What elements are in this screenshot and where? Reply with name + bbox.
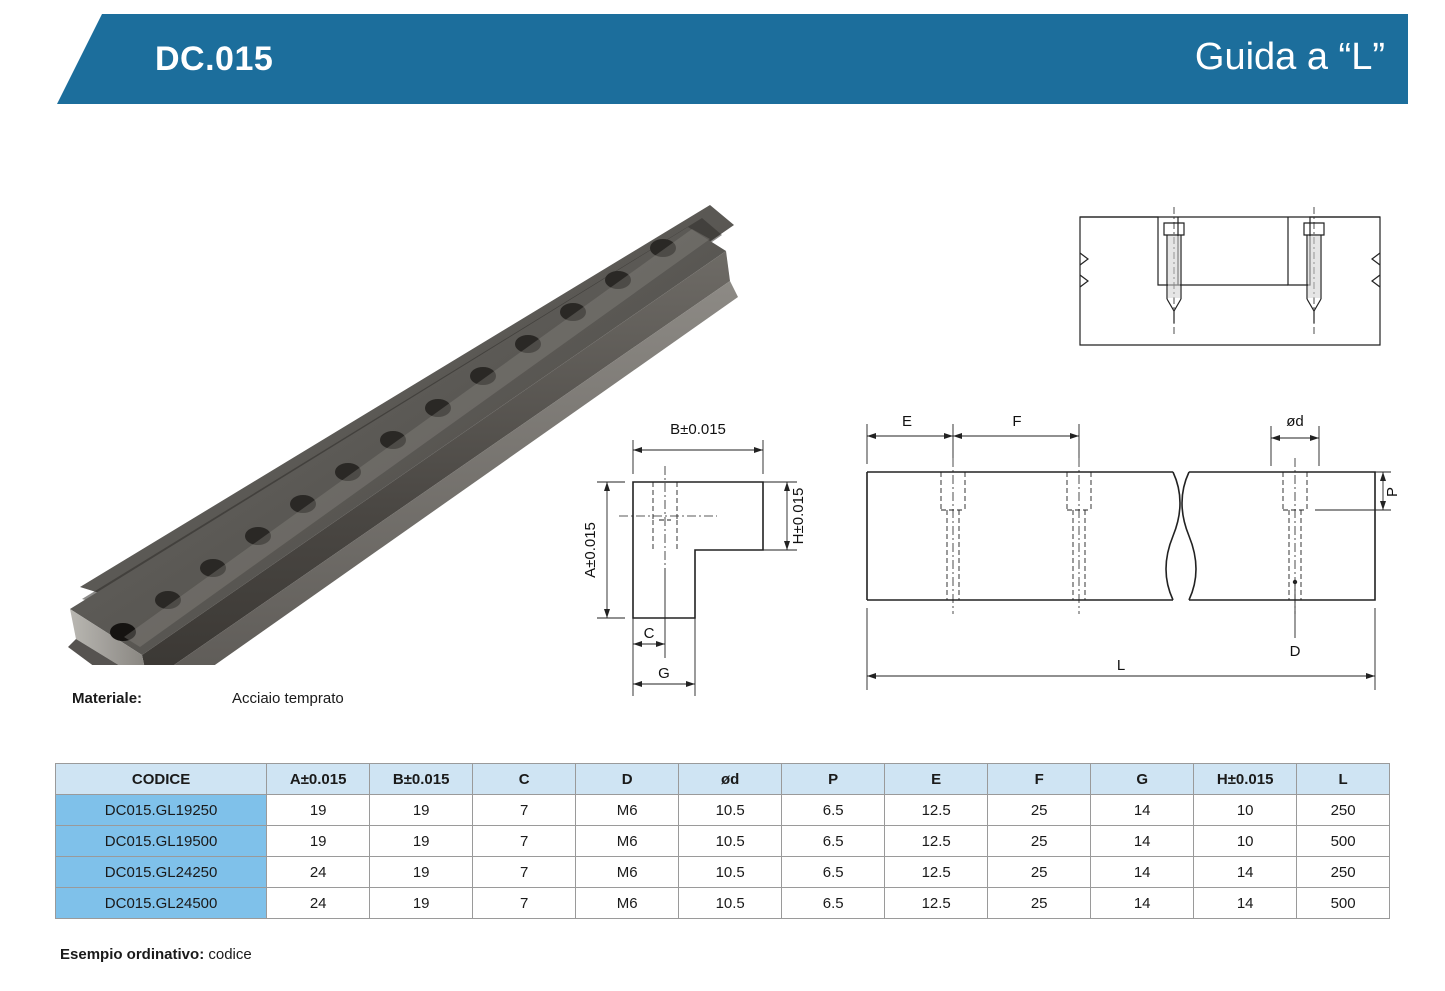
cell-g: 14 <box>1091 857 1194 888</box>
cell-od: 10.5 <box>679 857 782 888</box>
col-header-a: A±0.015 <box>267 764 370 795</box>
cell-c: 7 <box>473 826 576 857</box>
table-row <box>56 888 1390 919</box>
cell-a: 19 <box>267 826 370 857</box>
col-header-f: F <box>988 764 1091 795</box>
cell-od: 10.5 <box>679 888 782 919</box>
cell-d: M6 <box>576 857 679 888</box>
cell-l: 250 <box>1297 795 1390 826</box>
cell-g: 14 <box>1091 795 1194 826</box>
cell-e: 12.5 <box>885 857 988 888</box>
dim-d-label: D <box>1289 643 1301 660</box>
col-header-p: P <box>782 764 885 795</box>
dim-f-label: F <box>1012 413 1022 430</box>
cell-b: 19 <box>370 826 473 857</box>
dim-p-label: P <box>1384 486 1401 498</box>
cell-h: 10 <box>1194 826 1297 857</box>
dim-e-label: E <box>901 413 913 430</box>
cell-d: M6 <box>576 826 679 857</box>
col-header-l: L <box>1297 764 1390 795</box>
dim-h-label: H±0.015 <box>790 487 807 545</box>
cross-section-drawing <box>575 400 840 715</box>
cell-code: DC015.GL19250 <box>56 795 267 826</box>
order-example-row <box>60 946 252 963</box>
page-code: DC.015 <box>155 40 274 78</box>
order-example-value: codice <box>208 946 252 963</box>
cell-e: 12.5 <box>885 795 988 826</box>
cell-g: 14 <box>1091 888 1194 919</box>
cell-h: 14 <box>1194 857 1297 888</box>
dim-l-label: L <box>1116 657 1126 674</box>
side-view-drawing <box>845 400 1405 715</box>
cell-b: 19 <box>370 795 473 826</box>
dim-a-label: A±0.015 <box>582 522 599 578</box>
col-header-codice: CODICE <box>56 764 267 795</box>
col-header-c: C <box>473 764 576 795</box>
col-header-b: B±0.015 <box>370 764 473 795</box>
order-example-label: Esempio ordinativo: <box>60 946 205 963</box>
col-header-e: E <box>885 764 988 795</box>
cell-f: 25 <box>988 795 1091 826</box>
cell-code: DC015.GL24250 <box>56 857 267 888</box>
dim-od-label: ød <box>1286 413 1304 430</box>
cell-f: 25 <box>988 888 1091 919</box>
material-row <box>72 690 344 707</box>
cell-f: 25 <box>988 857 1091 888</box>
cell-h: 10 <box>1194 795 1297 826</box>
col-header-d: D <box>576 764 679 795</box>
cell-l: 500 <box>1297 888 1390 919</box>
cell-h: 14 <box>1194 888 1297 919</box>
dim-b-label: B±0.015 <box>670 421 726 438</box>
table-row <box>56 795 1390 826</box>
page-title: Guida a “L” <box>1194 36 1385 78</box>
mounting-section-drawing <box>1060 195 1400 380</box>
material-value: Acciaio temprato <box>232 690 344 707</box>
cell-e: 12.5 <box>885 826 988 857</box>
cell-p: 6.5 <box>782 795 885 826</box>
cell-od: 10.5 <box>679 826 782 857</box>
cell-p: 6.5 <box>782 888 885 919</box>
cell-p: 6.5 <box>782 826 885 857</box>
cell-code: DC015.GL24500 <box>56 888 267 919</box>
cell-a: 19 <box>267 795 370 826</box>
cell-c: 7 <box>473 795 576 826</box>
cell-l: 250 <box>1297 857 1390 888</box>
cell-a: 24 <box>267 857 370 888</box>
spec-table-wrapper <box>55 763 1390 919</box>
col-header-h: H±0.015 <box>1194 764 1297 795</box>
page-header <box>0 0 1445 118</box>
spec-table <box>55 763 1390 919</box>
cell-e: 12.5 <box>885 888 988 919</box>
cell-d: M6 <box>576 795 679 826</box>
cell-b: 19 <box>370 888 473 919</box>
table-row <box>56 826 1390 857</box>
material-label: Materiale: <box>72 690 143 707</box>
cell-c: 7 <box>473 888 576 919</box>
cell-c: 7 <box>473 857 576 888</box>
col-header-od: ød <box>679 764 782 795</box>
cell-a: 24 <box>267 888 370 919</box>
cell-b: 19 <box>370 857 473 888</box>
cell-od: 10.5 <box>679 795 782 826</box>
cell-f: 25 <box>988 826 1091 857</box>
cell-d: M6 <box>576 888 679 919</box>
table-row <box>56 857 1390 888</box>
cell-l: 500 <box>1297 826 1390 857</box>
col-header-g: G <box>1091 764 1194 795</box>
cell-p: 6.5 <box>782 857 885 888</box>
cell-g: 14 <box>1091 826 1194 857</box>
dim-c-label: C <box>643 625 655 642</box>
cell-code: DC015.GL19500 <box>56 826 267 857</box>
table-header-row <box>56 764 1390 795</box>
dim-g-label: G <box>658 665 670 682</box>
